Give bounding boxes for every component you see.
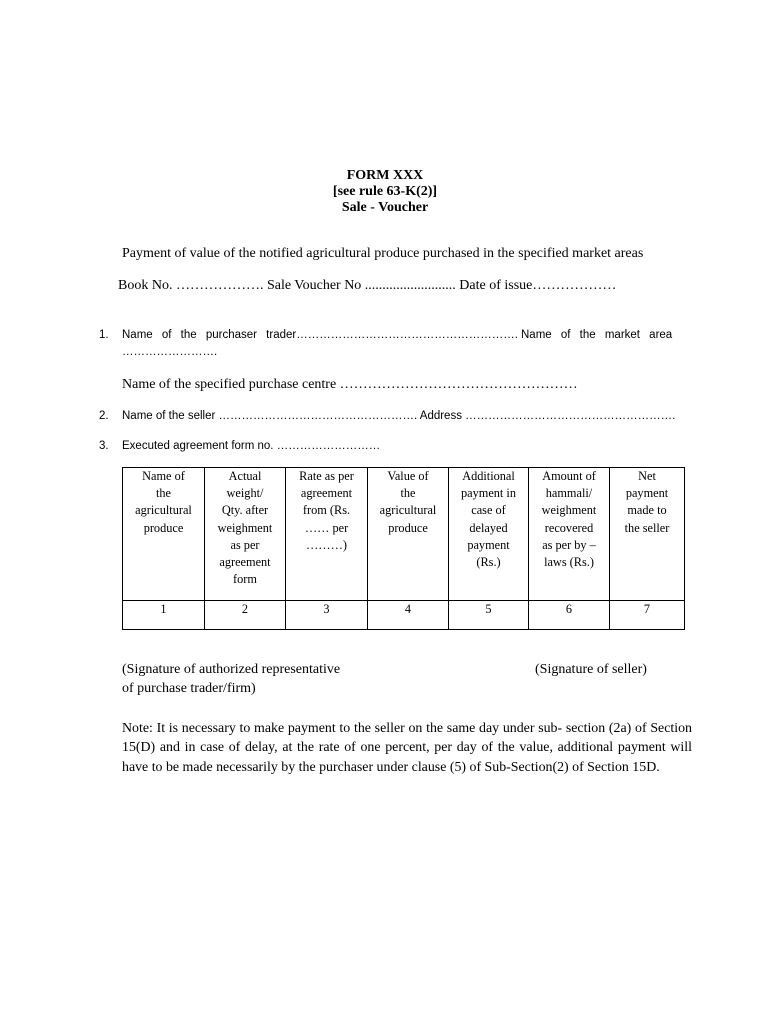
column-header: Additional payment in case of delayed payment (Rs.) xyxy=(449,468,529,601)
column-number: 2 xyxy=(205,601,286,630)
column-header: Actual weight/ Qty. after weighment as per agreement form xyxy=(205,468,286,601)
payment-description: Payment of value of the notified agricultural produce purchased in the specified market areas xyxy=(122,246,644,261)
seller-signature-label: (Signature of seller) xyxy=(535,662,647,677)
column-header: Amount of hammali/ weighment recovered as per by – laws (Rs.) xyxy=(529,468,610,601)
book-voucher-line: Book No. ………………. Sale Voucher No .......................... Date of issue……………… xyxy=(118,278,617,293)
agreement-form-field: Executed agreement form no. ……………………… xyxy=(122,440,381,452)
seller-address-field: Name of the seller ……………………………………………. Address ………………………………………………. xyxy=(122,410,676,422)
market-area-field: Name of the market area xyxy=(521,329,673,341)
column-header: Value of the agricultural produce xyxy=(368,468,449,601)
column-header: Name of the agricultural produce xyxy=(123,468,205,601)
column-number: 7 xyxy=(610,601,685,630)
column-number: 1 xyxy=(123,601,205,630)
purchase-trader-label: of purchase trader/firm) xyxy=(122,681,256,696)
item-number: 3. xyxy=(99,440,109,452)
column-number: 4 xyxy=(368,601,449,630)
table-row xyxy=(123,601,685,630)
item-number: 1. xyxy=(99,329,109,341)
market-area-dots: ……………………. xyxy=(122,346,218,358)
column-header: Rate as per agreement from (Rs. …… per ………) xyxy=(286,468,368,601)
voucher-table xyxy=(122,467,685,630)
column-number: 5 xyxy=(449,601,529,630)
item-number: 2. xyxy=(99,410,109,422)
column-number: 3 xyxy=(286,601,368,630)
column-header: Net payment made to the seller xyxy=(610,468,685,601)
representative-signature-label: (Signature of authorized representative xyxy=(122,662,341,677)
form-subtitle: Sale - Voucher xyxy=(341,200,429,215)
rule-reference: [see rule 63-K(2)] xyxy=(332,184,438,199)
form-title: FORM XXX xyxy=(346,168,424,183)
purchase-centre-field: Name of the specified purchase centre …………………………………………… xyxy=(122,377,578,392)
table-header-row xyxy=(123,468,685,601)
payment-note: Note: It is necessary to make payment to the seller on the same day under sub- section (2a) of Section 15(D) and in case of delay, at the rate of one percent, per day of the value, additional payment will have to be made necessarily by the purchaser under clause (5) of Sub-Section(2) of Section 15D. xyxy=(122,721,692,775)
purchaser-trader-field: Name of the purchaser trader…………………………………………………. xyxy=(122,329,518,341)
column-number: 6 xyxy=(529,601,610,630)
